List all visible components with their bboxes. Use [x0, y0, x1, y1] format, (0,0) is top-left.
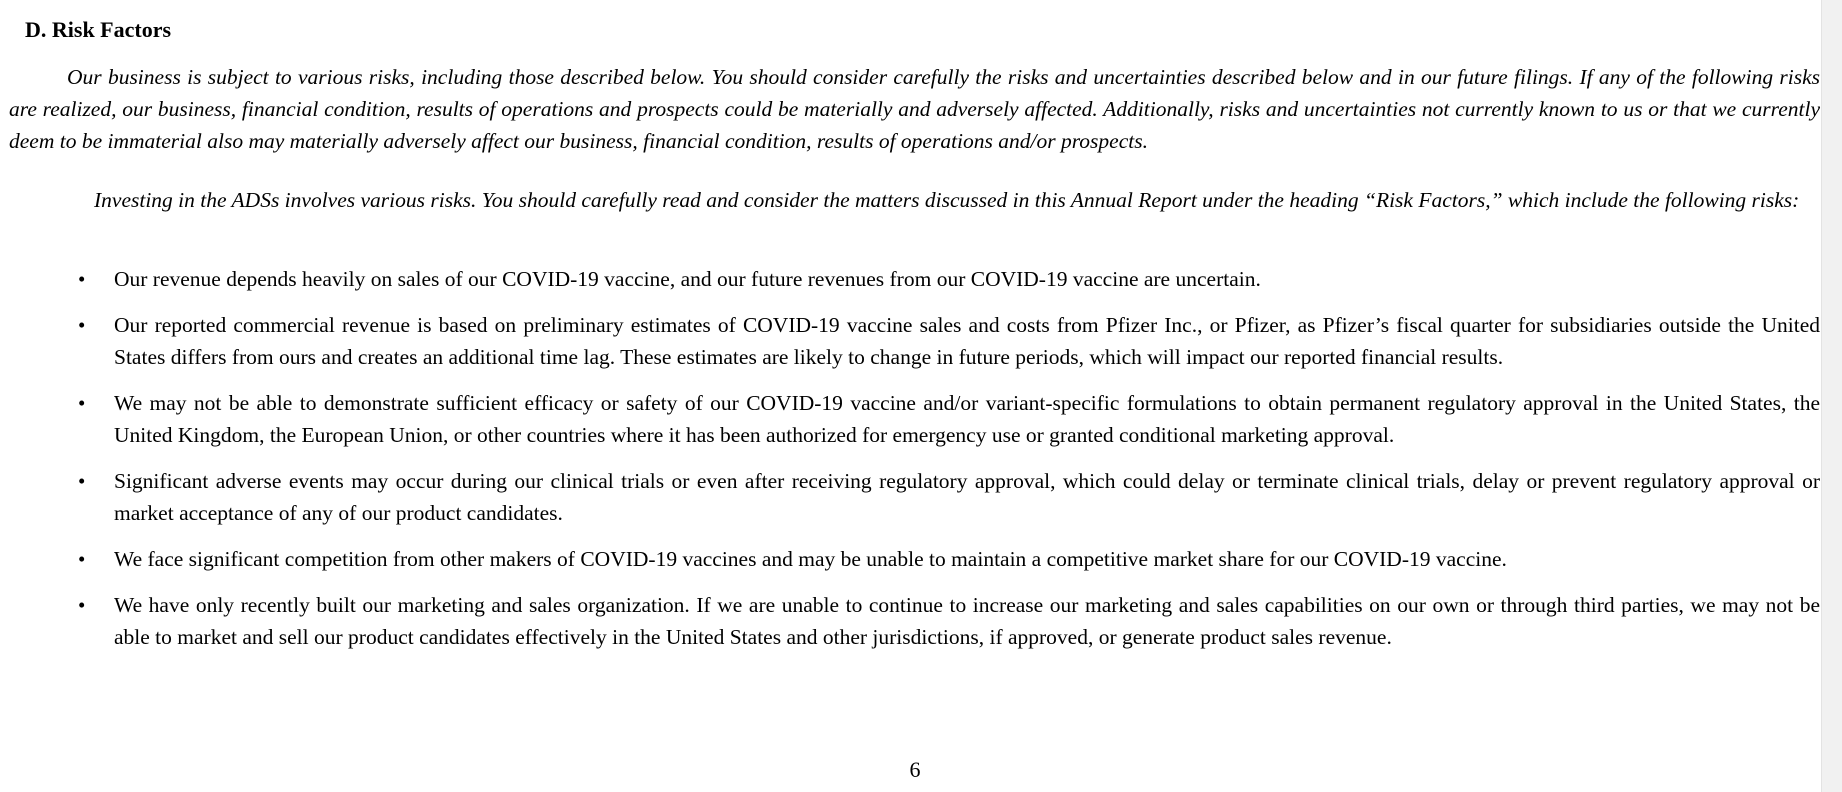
- risk-list-item: [0, 465, 1820, 529]
- bullet-icon: •: [78, 469, 86, 493]
- risk-list-item: [0, 589, 1820, 653]
- page-number: 6: [909, 757, 921, 782]
- risk-text: Significant adverse events may occur during our clinical trials or even after receiving regulatory approval, which could delay or terminate clinical trials, delay or prevent regulatory approval or market acceptance of any of our product candidates.: [114, 469, 1820, 525]
- section-heading: D. Risk Factors: [25, 17, 172, 42]
- risk-text: We have only recently built our marketing and sales organization. If we are unable to continue to increase our marketing and sales capabilities on our own or through third parties, we may not be able to market and sell our product candidates effectively in the United States and other jurisdictions, if approved, or generate product sales revenue.: [114, 593, 1820, 649]
- vertical-scrollbar[interactable]: [1821, 0, 1842, 792]
- intro-paragraph-investing-ads: Investing in the ADSs involves various risks. You should carefully read and consider the matters discussed in this Annual Report under the heading “Risk Factors,” which include the following risks:: [94, 188, 1800, 212]
- bullet-icon: •: [78, 267, 86, 291]
- bullet-icon: •: [78, 547, 86, 571]
- bullet-icon: •: [78, 593, 86, 617]
- risk-text: We face significant competition from other makers of COVID-19 vaccines and may be unable to maintain a competitive market share for our COVID-19 vaccine.: [114, 547, 1507, 571]
- bullet-icon: •: [78, 391, 86, 415]
- intro-paragraph-risk-overview: Our business is subject to various risks, including those described below. You should consider carefully the risks and uncertainties described below and in our future filings. If any of the following risks are realized, our business, financial condition, results of operations and prospects could be materially and adversely affected. Additionally, risks and uncertainties not currently known to us or that we currently deem to be immaterial also may materially adversely affect our business, financial condition, results of operations and/or prospects.: [9, 65, 1820, 153]
- risk-list-item: [0, 387, 1820, 451]
- risk-list-item: [0, 543, 1820, 575]
- risk-text: We may not be able to demonstrate sufficient efficacy or safety of our COVID-19 vaccine and/or variant-specific formulations to obtain permanent regulatory approval in the United States, the United Kingdom, the European Union, or other countries where it has been authorized for emergency use or granted conditional marketing approval.: [114, 391, 1820, 447]
- risk-list-item: [0, 309, 1820, 373]
- risk-text: Our reported commercial revenue is based on preliminary estimates of COVID-19 vaccine sales and costs from Pfizer Inc., or Pfizer, as Pfizer’s fiscal quarter for subsidiaries outside the United States differs from ours and creates an additional time lag. These estimates are likely to change in future periods, which will impact our reported financial results.: [114, 313, 1820, 369]
- bullet-icon: •: [78, 313, 86, 337]
- risk-summary-list: [0, 263, 1822, 667]
- risk-text: Our revenue depends heavily on sales of our COVID-19 vaccine, and our future revenues from our COVID-19 vaccine are uncertain.: [114, 267, 1261, 291]
- risk-list-item: [0, 263, 1820, 295]
